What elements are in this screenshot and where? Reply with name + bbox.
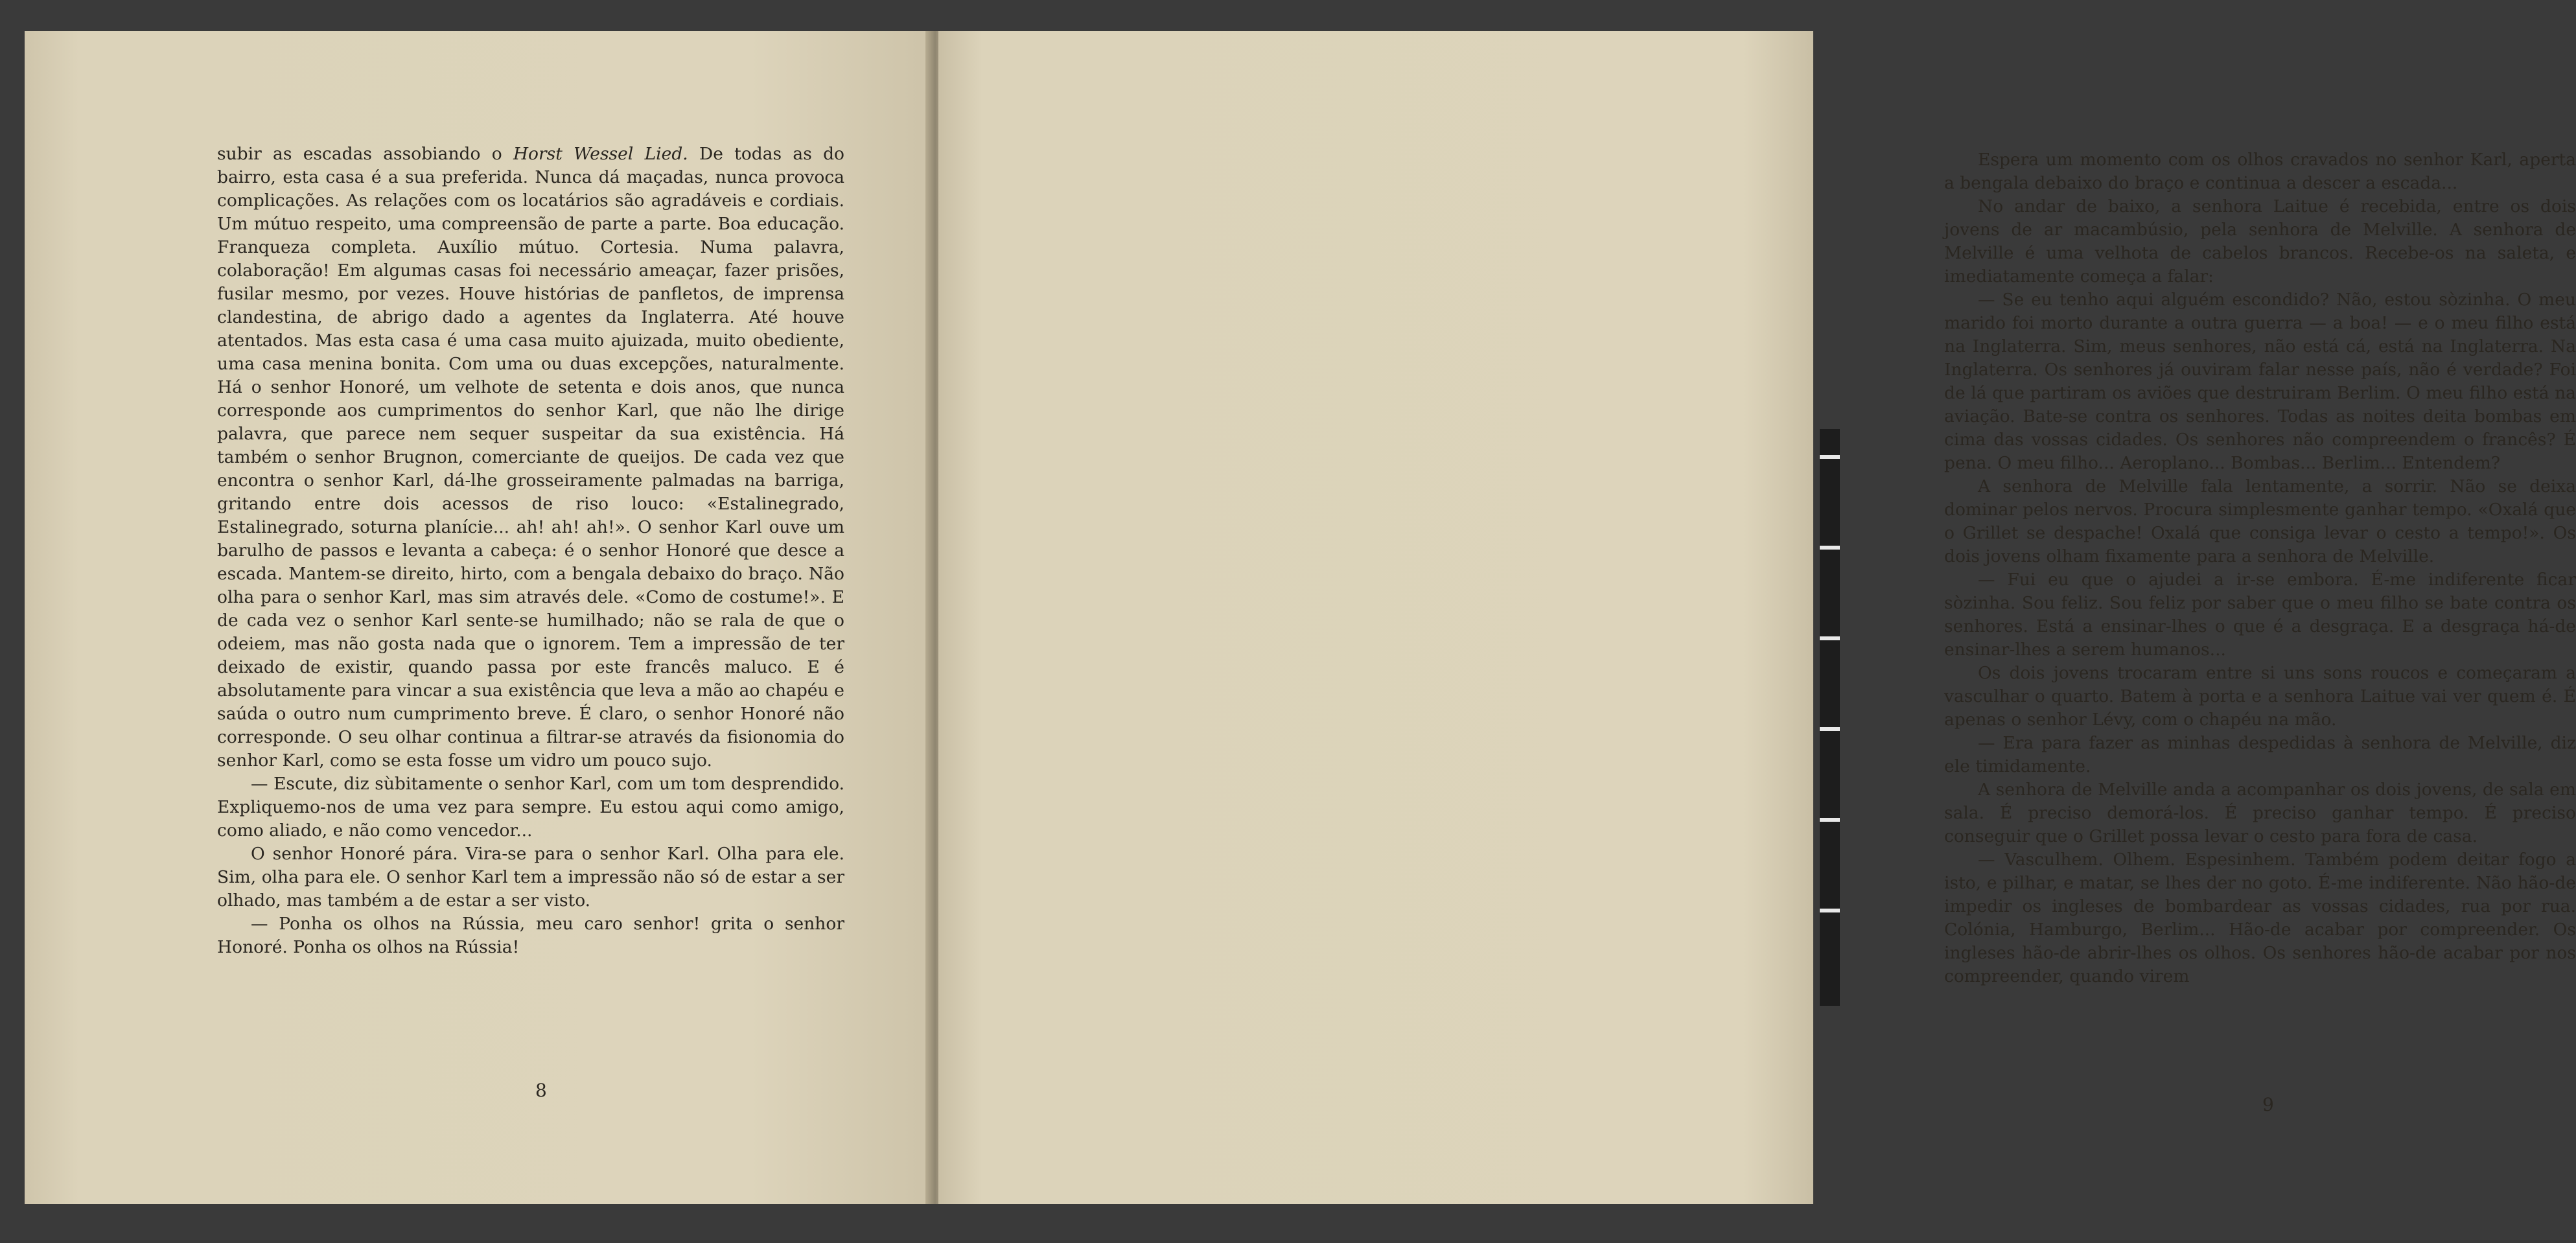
ruler-mark (1820, 818, 1840, 822)
paragraph (1944, 848, 2576, 988)
open-book (25, 31, 2576, 1204)
text-run: — Escute, diz sùbitamente o senhor Karl, com um tom desprendido. Expliquemo-nos de uma vez para sempre. Eu estou aqui como amigo, como aliado, e não como vencedor... (217, 774, 844, 841)
text-run: — Era para fazer as minhas despedidas à senhora de Melville, diz ele timidamente. (1944, 733, 2576, 776)
paragraph (217, 773, 844, 842)
paragraph (1944, 288, 2576, 475)
ruler-mark (1820, 909, 1840, 912)
text-run: No andar de baixo, a senhora Laitue é recebida, entre os dois jovens de ar macambúsio, pela senhora de Melville. A senhora de Melville é uma velhota de cabelos brancos. Recebe-os na saleta, e imediatamente começa a falar: (1944, 196, 2576, 286)
scale-ruler (1820, 429, 1840, 1006)
text-run: O senhor Honoré pára. Vira-se para o senhor Karl. Olha para ele. Sim, olha para ele. O senhor Karl tem a impressão não só de estar a ser olhado, mas também a de estar a ser visto. (217, 844, 844, 911)
left-page-text (217, 143, 844, 959)
paragraph (1944, 148, 2576, 195)
paragraph (217, 143, 844, 773)
text-run: Espera um momento com os olhos cravados no senhor Karl, aperta a bengala debaixo do braço e continua a descer a escada... (1944, 150, 2576, 193)
text-run: Os dois jovens trocaram entre si uns sons roucos e começaram a vasculhar o quarto. Batem à porta e a senhora Laitue vai ver quem é. É apenas o senhor Lévy, com o chapéu na mão. (1944, 663, 2576, 730)
ruler-mark (1820, 727, 1840, 731)
right-page (938, 31, 2576, 1204)
text-run: — Se eu tenho aqui alguém escondido? Não, estou sòzinha. O meu marido foi morto durante a outra guerra — a boa! — e o meu filho está na Inglaterra. Sim, meus senhores, não está cá, está na Inglaterra. Na Inglaterra. Os senhores já ouviram falar nesse país, não é verdade? Foi de lá que partiram os aviões que destruiram Berlim. O meu filho está na aviação. Bate-se contra os senhores. Todas as noites deita bombas em cima das vossas cidades. Os senhores não compreendem o francês? É pena. O meu filho... Aeroplano... Bombas... Berlim... Entendem? (1944, 290, 2576, 473)
paragraph (217, 912, 844, 959)
paragraph (1944, 732, 2576, 778)
text-run: De todas as do bairro, esta casa é a sua preferida. Nunca dá maçadas, nunca provoca complicações. As relações com os locatários são agradáveis e cordiais. Um mútuo respeito, uma compreensão de parte a parte. Boa educação. Franqueza completa. Auxílio mútuo. Cortesia. Numa palavra, colaboração! Em algumas casas foi necessário ameaçar, fazer prisões, fusilar mesmo, por vezes. Houve histórias de panfletos, de imprensa clandestina, de abrigo dado a agentes da Inglaterra. Até houve atentados. Mas esta casa é uma casa muito ajuizada, muito obediente, uma casa menina bonita. Com uma ou duas excepções, naturalmente. Há o senhor Honoré, um velhote de setenta e dois anos, que nunca corresponde aos cumprimentos do senhor Karl, que não lhe dirige palavra, que parece nem sequer suspeitar da sua existência. Há também o senhor Brugnon, comerciante de queijos. De cada vez que encontra o senhor Karl, dá-lhe grosseiramente palmadas na barriga, gritando entre dois acessos de riso louco: «Estalinegrado, Estalinegrado, soturna planície... ah! ah! ah!». O senhor Karl ouve um barulho de passos e levanta a cabeça: é o senhor Honoré que desce a escada. Mantem-se direito, hirto, com a bengala debaixo do braço. Não olha para o senhor Karl, mas sim através dele. «Como de costume!». E de cada vez o senhor Karl sente-se humilhado; não se rala de que o odeiem, mas não gosta nada que o ignorem. Tem a impressão de ter deixado de existir, quando passa por este francês maluco. E é absolutamente para vincar a sua existência que leva a mão ao chapéu e saúda o outro num cumprimento breve. É claro, o senhor Honoré não corresponde. O seu olhar continua a filtrar-se através da fisionomia do senhor Karl, como se esta fosse um vidro um pouco sujo. (217, 144, 844, 771)
paragraph (1944, 568, 2576, 662)
text-run: — Vasculhem. Olhem. Espesinhem. Também podem deitar fogo a isto, e pilhar, e matar, se lhes der no goto. É-me indiferente. Não hão-de impedir os ingleses de bombardear as vossas cidades, rua por rua. Colónia, Hamburgo, Berlim... Hão-de acabar por compreender. Os ingleses hão-de abrir-lhes os olhos. Os senhores hão-de acabar por nos compreender, quando virem (1944, 850, 2576, 986)
ruler-mark (1820, 455, 1840, 459)
text-run: subir as escadas assobiando o (217, 144, 513, 164)
paragraph (217, 842, 844, 912)
text-run: — Ponha os olhos na Rússia, meu caro senhor! grita o senhor Honoré. Ponha os olhos na Rússia! (217, 914, 844, 957)
right-page-number: 9 (2262, 1094, 2274, 1115)
right-page-text (1944, 148, 2576, 988)
text-run: A senhora de Melville anda a acompanhar os dois jovens, de sala em sala. É preciso demorá-los. É preciso ganhar tempo. É preciso conseguir que o Grillet possa levar o cesto para fora de casa. (1944, 780, 2576, 846)
paragraph (1944, 662, 2576, 732)
paragraph (1944, 475, 2576, 568)
italic-title: Horst Wessel Lied. (513, 144, 688, 164)
ruler-mark (1820, 546, 1840, 550)
text-run: — Fui eu que o ajudei a ir-se embora. É-me indiferente ficar sòzinha. Sou feliz. Sou feliz por saber que o meu filho se bate contra os senhores. Está a ensinar-lhes o que é a desgraça. E a desgraça há-de ensinar-lhes a serem humanos... (1944, 570, 2576, 660)
left-page (25, 31, 933, 1204)
text-run: A senhora de Melville fala lentamente, a sorrir. Não se deixa dominar pelos nervos. Procura simplesmente ganhar tempo. «Oxalá que o Grillet se despache! Oxalá que consiga levar o cesto a tempo!». Os dois jovens olham fixamente para a senhora de Melville. (1944, 476, 2576, 566)
paragraph (1944, 778, 2576, 848)
left-page-number: 8 (535, 1080, 547, 1101)
paragraph (1944, 195, 2576, 288)
ruler-mark (1820, 636, 1840, 640)
